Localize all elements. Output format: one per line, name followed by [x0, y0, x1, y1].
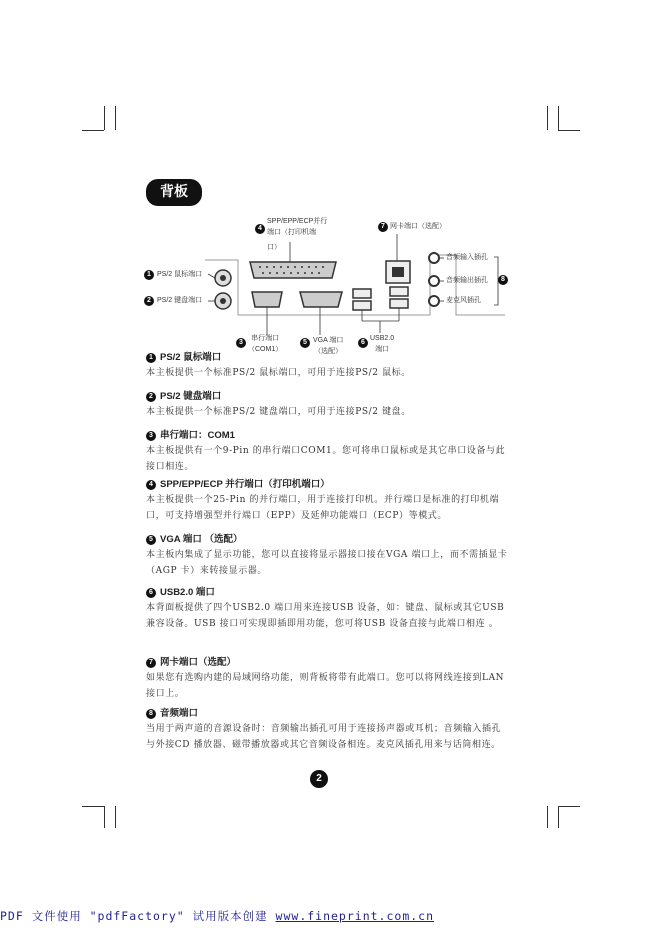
section-number: 7: [146, 658, 156, 668]
section-number: 5: [146, 535, 156, 545]
callout-marker-2: 2: [144, 296, 154, 306]
callout-label-lan: 网卡端口（选配）: [390, 223, 446, 230]
section-body: 本主板提供一个标准PS/2 键盘端口，可用于连接PS/2 键盘。: [146, 407, 411, 417]
callout-marker-1: 1: [144, 270, 154, 280]
section-heading-text: 网卡端口（选配）: [160, 657, 237, 668]
section-heading-text: VGA 端口 （选配）: [160, 534, 243, 545]
section-vga: [146, 533, 510, 579]
section-heading-text: USB2.0 端口: [160, 587, 215, 598]
vga-port: [300, 292, 342, 307]
callout-marker-8: 8: [498, 275, 508, 285]
callout-label-line-out: 音频输出插孔: [446, 277, 488, 284]
audio-jack-mic: [429, 296, 439, 306]
vga-label-line2: （选配）: [314, 348, 343, 355]
section-number: 3: [146, 431, 156, 441]
section-heading: [146, 656, 510, 670]
com-label-line1: 串行端口: [251, 335, 280, 342]
crop-mark: [558, 130, 580, 131]
usb-label-line2: 端口: [375, 346, 390, 353]
parallel-port: [250, 262, 336, 278]
section-body: 本主板提供有一个9-Pin 的串行端口COM1。您可将串口鼠标或是其它串口设备与此接口相连。: [146, 446, 506, 472]
callout-label-ps2-keyboard: PS/2 键盘端口: [157, 297, 203, 304]
crop-mark: [82, 806, 104, 807]
usb-port: [390, 299, 408, 308]
section-heading: [146, 429, 510, 443]
section-heading: [146, 586, 510, 600]
page-number: 2: [310, 770, 328, 788]
footer-link[interactable]: www.fineprint.com.cn: [275, 909, 435, 923]
section-body: 本背面板提供了四个USB2.0 端口用来连接USB 设备，如：键盘、鼠标或其它USB 兼容设备。USB 接口可实现即插即用功能，您可将USB 设备直接与此端口相连 。: [146, 603, 505, 629]
crop-mark: [115, 806, 116, 828]
section-body: 本主板内集成了显示功能，您可以直接将显示器接口接在VGA 端口上，而不需插显卡（AGP 卡）来转接显示器。: [146, 550, 508, 576]
section-audio: [146, 707, 510, 753]
section-heading-text: PS/2 键盘端口: [160, 391, 222, 402]
pdf-footer: [0, 908, 434, 924]
section-ps2-keyboard: [146, 390, 510, 420]
parallel-label-line2: 端口（打印机端: [267, 229, 316, 236]
audio-jack-line-out: [429, 276, 439, 286]
callout-marker-5: 5: [300, 338, 310, 348]
parallel-label-line3: 口）: [267, 244, 281, 251]
section-heading: [146, 707, 510, 721]
crop-mark: [558, 106, 559, 130]
com-label-line2: （COM1）: [248, 346, 283, 353]
section-body: 本主板提供一个25-Pin 的并行端口，用于连接打印机。并行端口是标准的打印机端口，可支持增强型并行端口（EPP）及延伸功能端口（ECP）等模式。: [146, 495, 500, 521]
crop-mark: [104, 806, 105, 828]
crop-mark: [82, 130, 104, 131]
section-serial: [146, 429, 510, 475]
section-number: 1: [146, 353, 156, 363]
section-number: 4: [146, 480, 156, 490]
callout-label-line-in: 音频输入插孔: [446, 254, 488, 261]
parallel-label-line1: SPP/EPP/ECP并行: [267, 218, 328, 225]
section-heading-text: 串行端口：COM1: [160, 430, 235, 441]
section-body: 当用于两声道的音源设备时：音频输出插孔可用于连接扬声器或耳机；音频输入插孔与外接CD 播放器、磁带播放器或其它音频设备相连。麦克风插孔用来与话筒相连。: [146, 724, 502, 750]
section-body: 本主板提供一个标准PS/2 鼠标端口，可用于连接PS/2 鼠标。: [146, 368, 411, 378]
section-heading: [146, 351, 510, 365]
section-heading-text: 音频端口: [160, 708, 199, 719]
vga-label-line1: VGA 端口: [313, 337, 344, 344]
crop-mark: [547, 806, 548, 828]
callout-marker-7: 7: [378, 222, 388, 232]
crop-mark: [104, 106, 105, 130]
section-lan: [146, 656, 510, 702]
callout-marker-3: 3: [236, 338, 246, 348]
footer-text: PDF 文件使用 "pdfFactory" 试用版本创建: [0, 909, 276, 923]
callout-marker-4: 4: [255, 224, 265, 234]
section-number: 8: [146, 709, 156, 719]
section-heading-text: SPP/EPP/ECP 并行端口（打印机端口）: [160, 479, 330, 490]
usb-label-line1: USB2.0: [370, 335, 395, 342]
callout-marker-6: 6: [358, 338, 368, 348]
section-body: 如果您有选购内建的局域网络功能，则背板将带有此端口。您可以将网线连接到LAN 接口上。: [146, 673, 505, 699]
crop-mark: [558, 806, 580, 807]
crop-mark: [547, 106, 548, 130]
crop-mark: [558, 806, 559, 828]
section-ps2-mouse: [146, 351, 510, 381]
callout-label-mic: 麦克风插孔: [446, 297, 481, 304]
section-heading-text: PS/2 鼠标端口: [160, 352, 222, 363]
section-parallel: [146, 478, 510, 524]
section-number: 2: [146, 392, 156, 402]
section-usb: [146, 586, 510, 632]
usb-port: [353, 289, 371, 298]
serial-port: [252, 292, 282, 307]
section-heading: [146, 478, 510, 492]
section-number: 6: [146, 588, 156, 598]
section-heading: [146, 533, 510, 547]
crop-mark: [115, 106, 116, 130]
callout-label-parallel: [267, 216, 327, 253]
page-title: 背板: [146, 179, 202, 206]
usb-port: [353, 301, 371, 310]
callout-label-ps2-mouse: PS/2 鼠标端口: [157, 271, 203, 278]
usb-port: [390, 287, 408, 296]
audio-jack-line-in: [429, 253, 439, 263]
section-heading: [146, 390, 510, 404]
